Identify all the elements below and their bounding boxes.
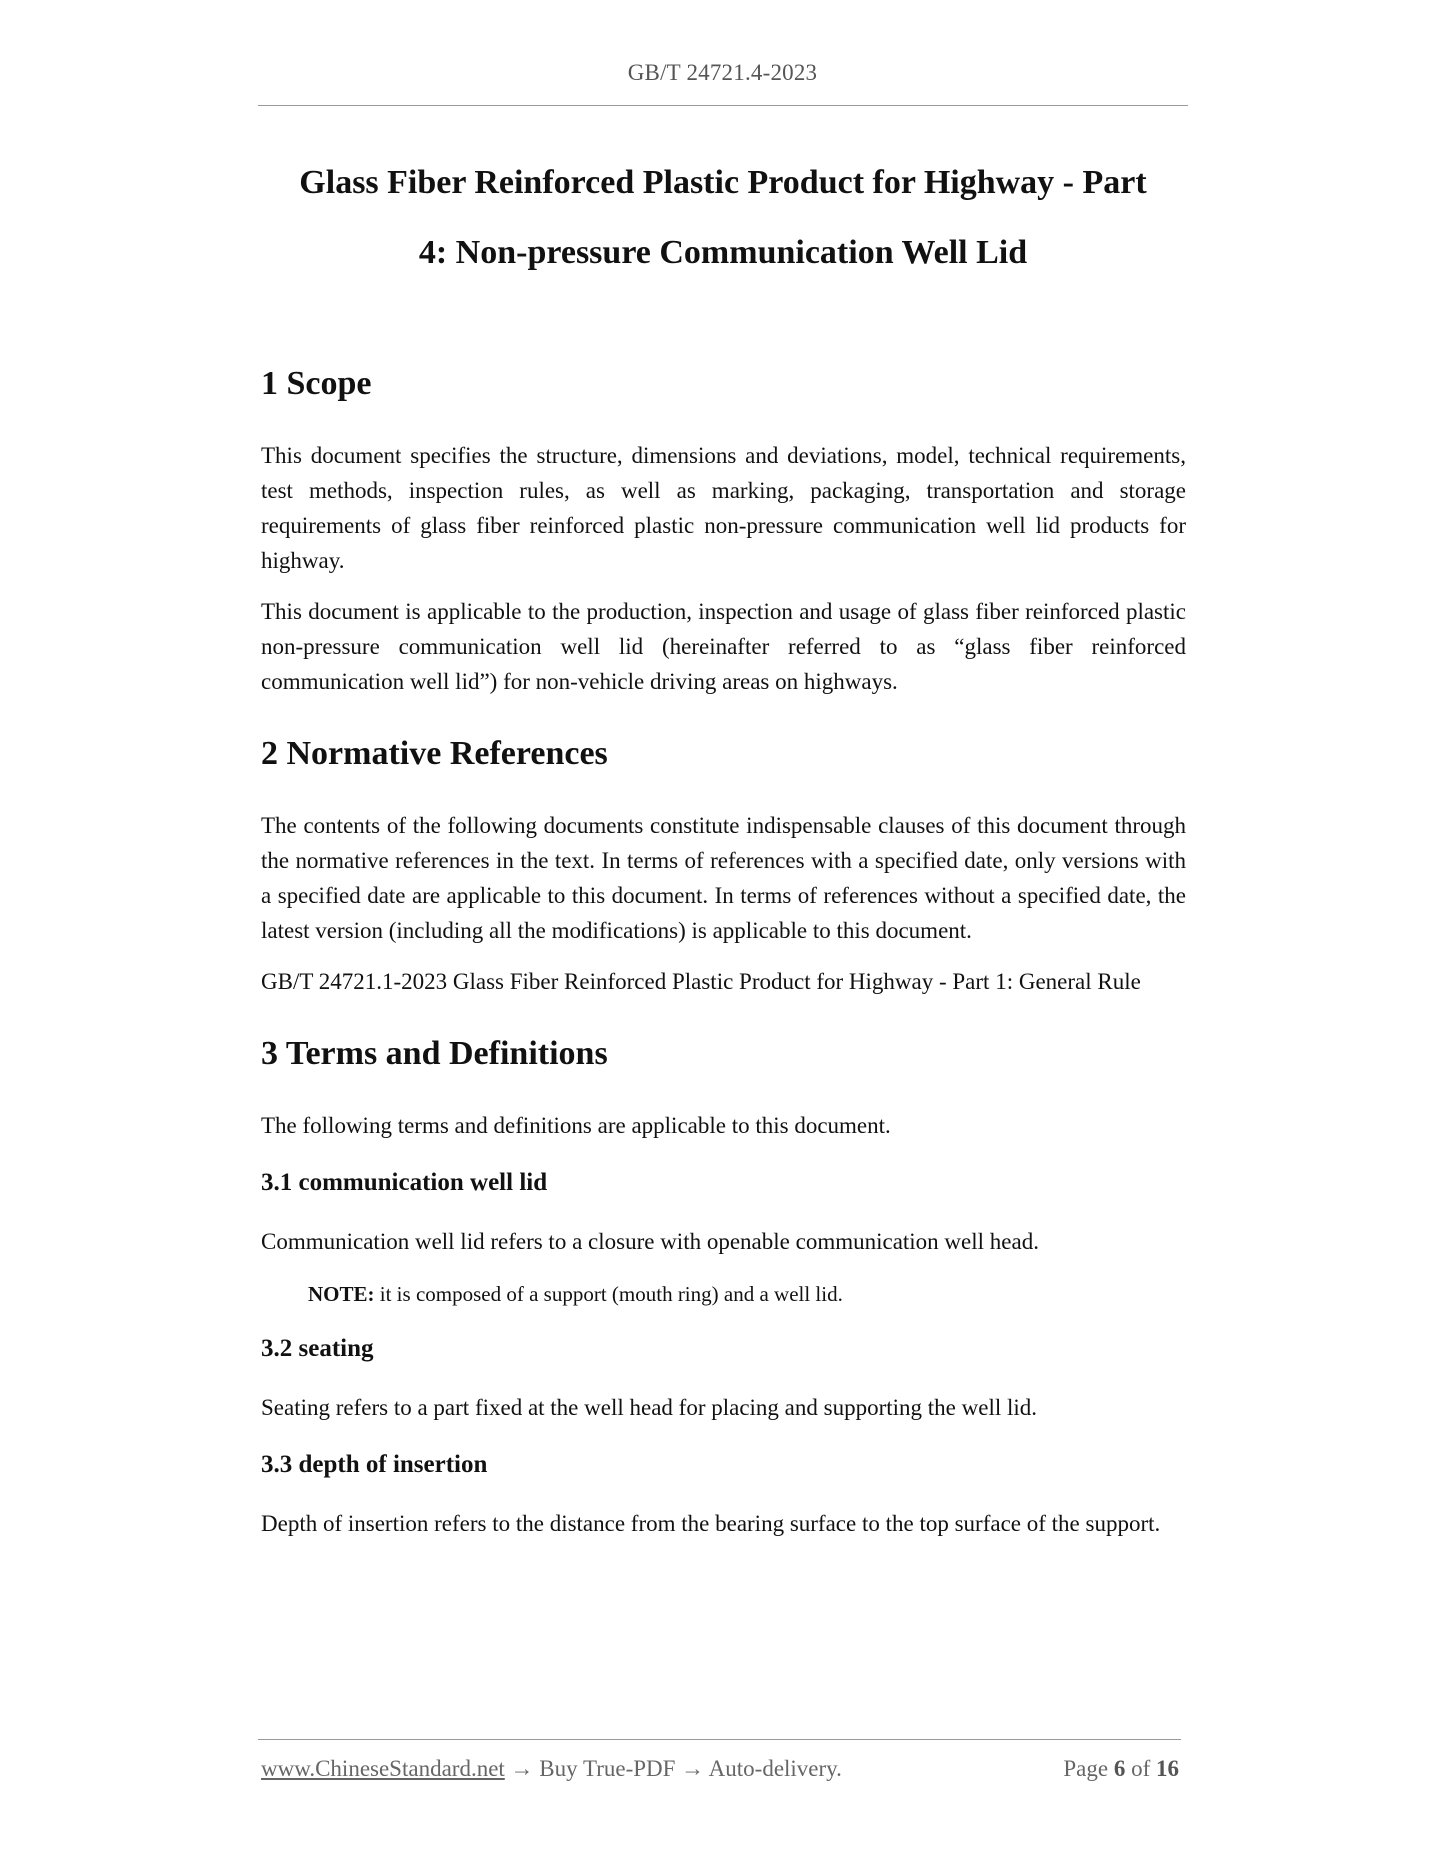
note-label: NOTE: — [308, 1282, 375, 1306]
normative-reference-item: GB/T 24721.1-2023 Glass Fiber Reinforced Plastic Product for Highway - Part 1: General Rule — [261, 969, 1141, 994]
term-definition-communication-well-lid: Communication well lid refers to a closure with openable communication well head. — [261, 1229, 1039, 1254]
header-divider — [258, 105, 1188, 106]
term-definition-depth-of-insertion: Depth of insertion refers to the distance from the bearing surface to the top surface of the support. — [261, 1511, 1161, 1536]
title-line-2: 4: Non-pressure Communication Well Lid — [418, 234, 1028, 271]
website-link[interactable]: www.ChineseStandard.net — [261, 1756, 505, 1781]
term-definition-seating: Seating refers to a part fixed at the well head for placing and supporting the well lid. — [261, 1395, 1038, 1420]
scope-paragraph-1: This document specifies the structure, dimensions and deviations, model, technical requirements, test methods, inspection rules, as well as marking, packaging, transportation and storage requirements of glass fiber reinforced plastic non-pressure communication well lid products for highway. — [261, 443, 1186, 573]
term-note — [261, 1279, 1186, 1309]
document-body — [261, 360, 1186, 1541]
scope-paragraph-2: This document is applicable to the production, inspection and usage of glass fiber reinforced plastic non-pressure communication well lid (hereinafter referred to as “glass fiber reinforced communication well lid”) for non-vehicle driving areas on highways. — [261, 599, 1186, 694]
normative-paragraph: The contents of the following documents constitute indispensable clauses of this document through the normative references in the text. In terms of references with a specified date, only versions with a specified date are applicable to this document. In terms of references without a specified date, the latest version (including all the modifications) is applicable to this document. — [261, 813, 1186, 943]
term-heading-communication-well-lid: 3.1 communication well lid — [261, 1169, 548, 1196]
note-text: it is composed of a support (mouth ring) and a well lid. — [374, 1282, 843, 1306]
document-title — [258, 148, 1188, 288]
page-footer — [261, 1756, 1179, 1782]
page-of-label: of — [1125, 1756, 1156, 1781]
section-heading-normative-references: 2 Normative References — [261, 735, 608, 772]
section-heading-terms-definitions: 3 Terms and Definitions — [261, 1035, 608, 1072]
term-heading-depth-of-insertion: 3.3 depth of insertion — [261, 1451, 488, 1478]
terms-intro: The following terms and definitions are applicable to this document. — [261, 1113, 891, 1138]
page-current: 6 — [1113, 1756, 1126, 1781]
page-total: 16 — [1156, 1756, 1179, 1781]
section-heading-scope: 1 Scope — [261, 365, 372, 402]
footer-promo — [261, 1756, 842, 1782]
footer-divider — [258, 1739, 1181, 1740]
header-standard-code: GB/T 24721.4-2023 — [627, 60, 818, 85]
page-number — [1063, 1756, 1179, 1782]
page-label: Page — [1063, 1756, 1114, 1781]
term-heading-seating: 3.2 seating — [261, 1335, 374, 1362]
footer-promo-text: → Buy True-PDF → Auto-delivery. — [504, 1756, 842, 1781]
title-line-1: Glass Fiber Reinforced Plastic Product for Highway - Part — [299, 164, 1147, 201]
